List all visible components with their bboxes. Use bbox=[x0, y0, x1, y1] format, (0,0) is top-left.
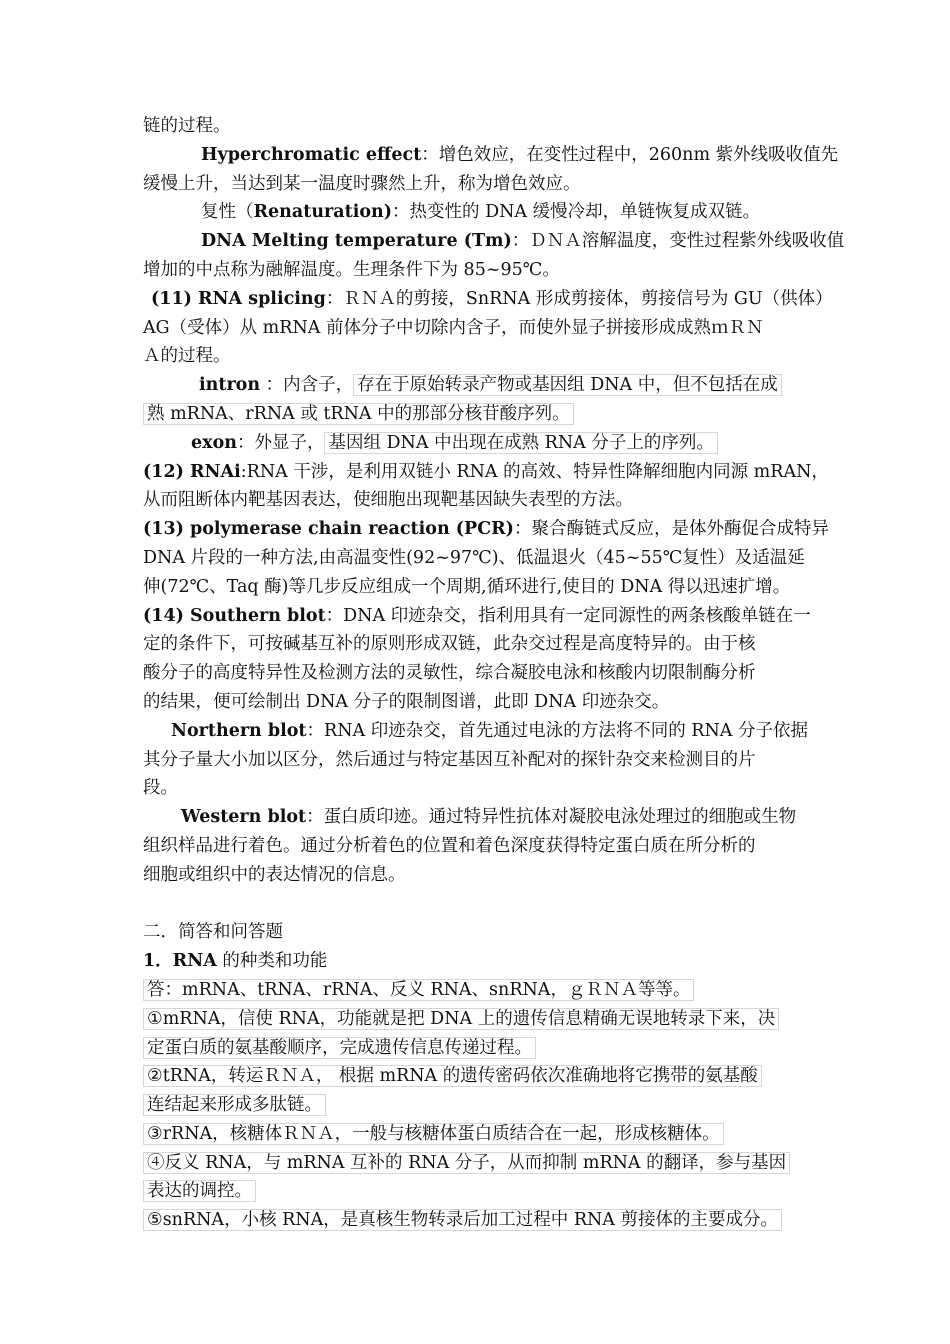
term: intron bbox=[199, 375, 261, 396]
text-line: 酸分子的高度特异性及检测方法的灵敏性，综合凝胶电泳和核酸内切限制酶分析 bbox=[143, 663, 756, 684]
text-line bbox=[143, 1034, 818, 1063]
text-line: 细胞或组织中的表达情况的信息。 bbox=[143, 864, 406, 885]
text-line: Ａ的过程。 bbox=[143, 346, 231, 367]
answer-item-trna bbox=[143, 1062, 818, 1091]
rnai-definition: (12) RNAi:RNA 干涉，是利用双链小 RNA 的高效、特异性降解细胞内同源 mRAN， bbox=[143, 461, 829, 482]
term: (11) RNA splicing bbox=[151, 288, 326, 309]
highlight-box: ④反义 RNA，与 mRNA 互补的 RNA 分子，从而抑制 mRNA 的翻译，参与基因 bbox=[143, 1152, 790, 1174]
term: (13) polymerase chain reaction (PCR) bbox=[143, 519, 514, 540]
highlight-box: 熟 mRNA、rRNA 或 tRNA 中的那部分核苷酸序列。 bbox=[143, 403, 574, 425]
highlight-box: ⑤snRNA，小核 RNA，是真核生物转录后加工过程中 RNA 剪接体的主要成分。 bbox=[143, 1209, 782, 1231]
term: Hyperchromatic effect bbox=[201, 144, 422, 165]
highlight-box: 表达的调控。 bbox=[143, 1180, 256, 1202]
rna-splicing-definition: (11) RNA splicing：ＲＮＡ的剪接，SnRNA 形成剪接体，剪接信号为 GU（供体） bbox=[151, 288, 833, 309]
term: Western blot bbox=[181, 807, 307, 828]
answer-item-antisense bbox=[143, 1149, 818, 1178]
answer-item-mrna bbox=[143, 1005, 818, 1034]
text-line: 缓慢上升，当达到某一温度时骤然上升，称为增色效应。 bbox=[143, 173, 581, 194]
question-heading: 1．RNA 的种类和功能 bbox=[143, 951, 328, 972]
pcr-definition: (13) polymerase chain reaction (PCR)：聚合酶链式反应，是体外酶促合成特异 bbox=[143, 519, 829, 540]
renaturation-definition: 复性（Renaturation)：热变性的 DNA 缓慢冷却，单链恢复成双链。 bbox=[201, 202, 761, 223]
term: Renaturation) bbox=[253, 202, 393, 223]
hyperchromatic-definition: Hyperchromatic effect：增色效应，在变性过程中，260nm 紫外线吸收值先 bbox=[201, 144, 839, 165]
highlight-box: ③rRNA，核糖体ＲＮＡ，一般与核糖体蛋白质结合在一起，形成核糖体。 bbox=[143, 1123, 724, 1145]
highlight-box: 答：mRNA、tRNA、rRNA、反义 RNA、snRNA，ｇＲＮＡ等等。 bbox=[143, 979, 694, 1001]
answer-item-snrna bbox=[143, 1206, 818, 1235]
intron-definition: intron ：内含子， 存在于原始转录产物或基因组 DNA 中，但不包括在成 bbox=[143, 371, 818, 400]
text-line: AG（受体）从 mRNA 前体分子中切除内含子，而使外显子拼接形成成熟ｍＲＮ bbox=[143, 317, 764, 338]
term: DNA Melting temperature (Tm) bbox=[201, 231, 512, 252]
term: exon bbox=[191, 432, 237, 453]
answer-line bbox=[143, 976, 818, 1005]
text-line: DNA 片段的一种方法,由高温变性(92~97℃)、低温退火（45~55℃复性）及适温延 bbox=[143, 547, 805, 568]
exon-definition: exon：外显子， 基因组 DNA 中出现在成熟 RNA 分子上的序列。 bbox=[143, 429, 818, 458]
highlight-box: 基因组 DNA 中出现在成熟 RNA 分子上的序列。 bbox=[324, 432, 717, 454]
highlight-box: ①mRNA，信使 RNA，功能就是把 DNA 上的遗传信息精确无误地转录下来，决 bbox=[143, 1008, 779, 1030]
highlight-box: 定蛋白质的氨基酸顺序，完成遗传信息传递过程。 bbox=[143, 1037, 536, 1059]
southern-blot-definition: (14) Southern blot：DNA 印迹杂交，指利用具有一定同源性的两条核酸单链在一 bbox=[143, 605, 811, 626]
tm-definition: DNA Melting temperature (Tm)：ＤＮＡ溶解温度，变性过程紫外线吸收值 bbox=[201, 231, 845, 252]
term: Northern blot bbox=[171, 720, 307, 741]
document-body bbox=[143, 112, 845, 1235]
text-line bbox=[143, 1177, 818, 1206]
text-line: 增加的中点称为融解温度。生理条件下为 85~95℃。 bbox=[143, 259, 560, 280]
western-blot-definition: Western blot：蛋白质印迹。通过特异性抗体对凝胶电泳处理过的细胞或生物 bbox=[181, 807, 797, 828]
section-heading: 二．简答和问答题 bbox=[143, 922, 283, 943]
highlight-box: 连结起来形成多肽链。 bbox=[143, 1094, 326, 1116]
highlight-box: 存在于原始转录产物或基因组 DNA 中，但不包括在成 bbox=[353, 374, 782, 396]
term: (12) RNAi bbox=[143, 461, 241, 482]
text-line bbox=[143, 1091, 818, 1120]
text-line: 链的过程。 bbox=[143, 116, 231, 136]
text-line: 的结果，便可绘制出 DNA 分子的限制图谱，此即 DNA 印迹杂交。 bbox=[143, 691, 670, 712]
text-line: 从而阻断体内靶基因表达，使细胞出现靶基因缺失表型的方法。 bbox=[143, 490, 633, 511]
text-line: 段。 bbox=[143, 778, 178, 799]
spacer bbox=[143, 890, 818, 919]
term: (14) Southern blot bbox=[143, 605, 326, 626]
text-line: 组织样品进行着色。通过分析着色的位置和着色深度获得特定蛋白质在所分析的 bbox=[143, 835, 756, 856]
answer-item-rrna bbox=[143, 1120, 818, 1149]
northern-blot-definition: Northern blot：RNA 印迹杂交，首先通过电泳的方法将不同的 RNA 分子依据 bbox=[171, 720, 808, 741]
text-line: 定的条件下，可按碱基互补的原则形成双链，此杂交过程是高度特异的。由于核 bbox=[143, 634, 756, 655]
text-line bbox=[143, 400, 818, 429]
text-line: 其分子量大小加以区分，然后通过与特定基因互补配对的探针杂交来检测目的片 bbox=[143, 749, 756, 770]
highlight-box: ②tRNA，转运ＲＮＡ， 根据 mRNA 的遗传密码依次准确地将它携带的氨基酸 bbox=[143, 1065, 762, 1087]
text-line: 伸(72℃、Taq 酶)等几步反应组成一个周期,循环进行,使目的 DNA 得以迅速扩增。 bbox=[143, 576, 791, 597]
